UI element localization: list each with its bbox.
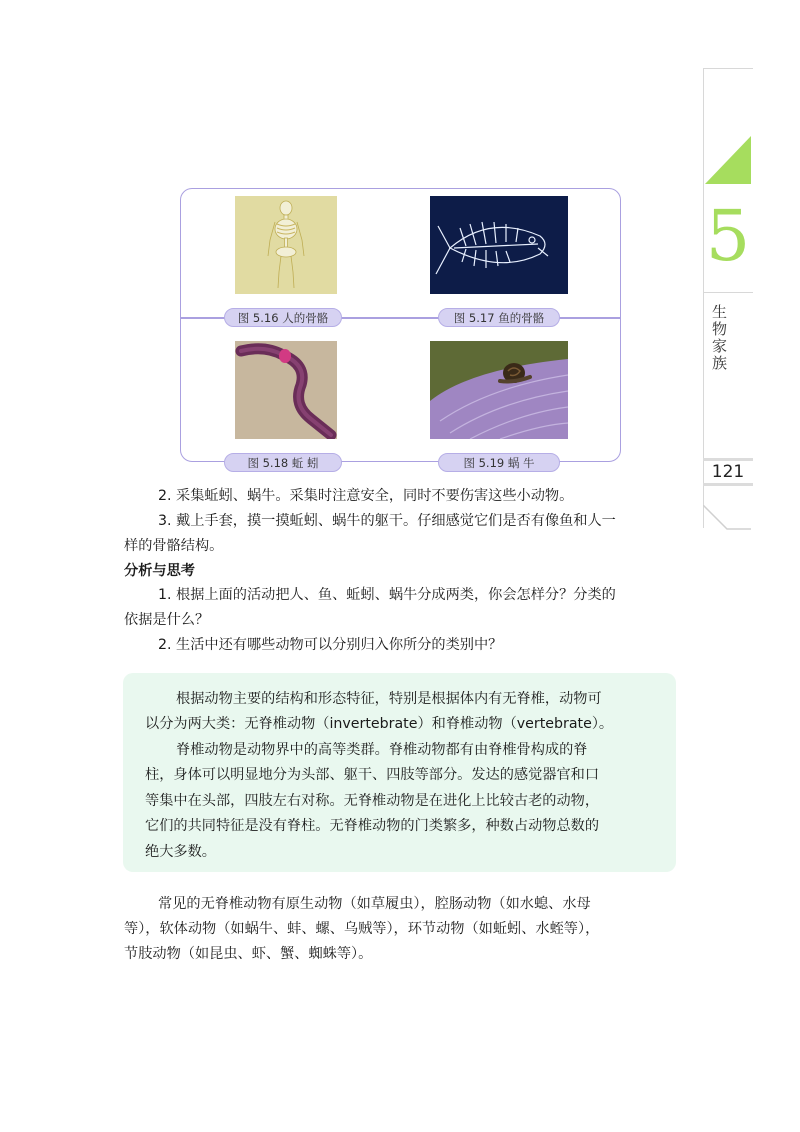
fish-skeleton-photo [430,196,568,294]
info-line: 等集中在头部，四肢左右对称。无脊椎动物是在进化上比较古老的动物， [145,793,600,809]
info-line: 它们的共同特征是没有脊柱。无脊椎动物的门类繁多，种数占动物总数的 [145,818,600,834]
chapter-tab-triangle [705,136,751,184]
human-skeleton-photo [235,196,337,294]
margin-divider [703,292,753,293]
question-1-text-cont: 依据是什么？ [124,612,210,628]
closing-line: 节肢动物（如昆虫、虾、蟹、蜘蛛等）。 [124,946,373,962]
info-line: 脊椎动物是动物界中的高等类群。脊椎动物都有由脊椎骨构成的脊 [176,742,588,758]
question-1-text: 1. 根据上面的活动把人、鱼、蚯蚓、蜗牛分成两类，你会怎样分？分类的 [158,587,616,603]
info-line: 柱，身体可以明显地分为头部、躯干、四肢等部分。发达的感觉器官和口 [145,767,600,783]
info-line: 以分为两大类：无脊椎动物（invertebrate）和脊椎动物（vertebrate）。 [145,716,614,732]
figure-caption: 图 5.17 鱼的骨骼 [438,308,560,327]
closing-line: 等），软体动物（如蜗牛、蚌、螺、乌贼等），环节动物（如蚯蚓、水蛭等）， [124,921,600,937]
step-2-text: 2. 采集蚯蚓、蜗牛。采集时注意安全，同时不要伤害这些小动物。 [158,488,574,504]
margin-divider [703,68,753,69]
question-2-text: 2. 生活中还有哪些动物可以分别归入你所分的类别中？ [158,637,503,653]
page-number-bar [703,483,753,486]
closing-line: 常见的无脊椎动物有原生动物（如草履虫），腔肠动物（如水螅、水母 [158,896,591,912]
analysis-heading: 分析与思考 [124,563,195,579]
earthworm-photo [235,341,337,439]
chapter-number: 5 [705,195,751,277]
info-line: 绝大多数。 [145,844,216,860]
step-3-text: 3. 戴上手套，摸一摸蚯蚓、蜗牛的躯干。仔细感觉它们是否有像鱼和人一 [158,513,616,529]
page-number: 121 [711,462,745,482]
step-3-text-cont: 样的骨骼结构。 [124,538,224,554]
figure-caption: 图 5.19 蜗 牛 [438,453,560,472]
tab-notch-line [703,505,751,531]
chapter-title: 生物家族 [712,303,728,372]
info-line: 根据动物主要的结构和形态特征，特别是根据体内有无脊椎，动物可 [176,691,602,707]
figure-caption: 图 5.18 蚯 蚓 [224,453,342,472]
figure-caption: 图 5.16 人的骨骼 [224,308,342,327]
snail-photo [430,341,568,439]
